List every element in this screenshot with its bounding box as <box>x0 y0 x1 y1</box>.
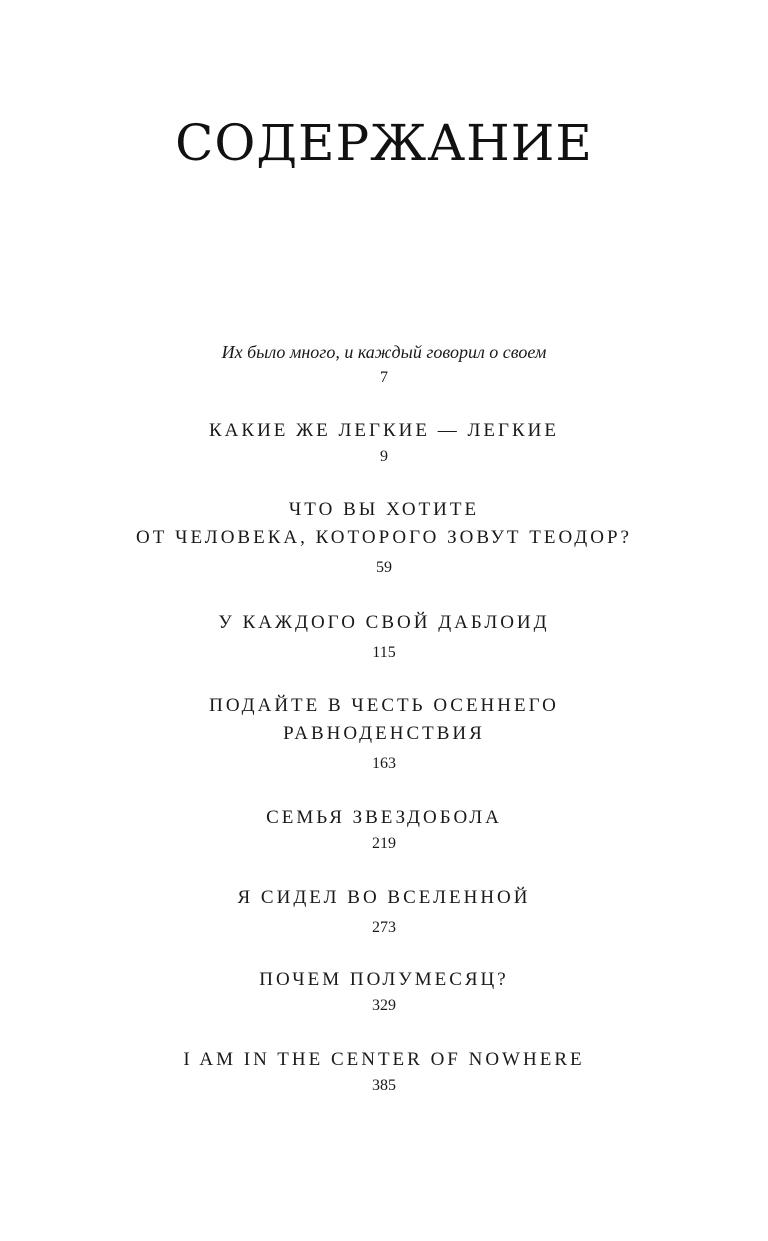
toc-entry[interactable] <box>0 496 768 578</box>
toc-entry-title: У КАЖДОГО СВОЙ ДАБЛОИД <box>218 612 550 633</box>
toc-entry-title: ПОДАЙТЕ В ЧЕСТЬ ОСЕННЕГО РАВНОДЕНСТВИЯ <box>209 695 559 744</box>
toc-entry-title: Я СИДЕЛ ВО ВСЕЛЕННОЙ <box>237 887 531 908</box>
page-title: СОДЕРЖАНИЕ <box>175 114 593 172</box>
toc-entry-page: 385 <box>372 1077 396 1094</box>
toc-entry-page: 273 <box>372 919 396 936</box>
toc-entry[interactable] <box>0 609 768 663</box>
toc-entry-page: 7 <box>380 369 388 386</box>
toc-entry-page: 163 <box>372 755 396 772</box>
toc-entry-title: I AM IN THE CENTER OF NOWHERE <box>183 1049 585 1070</box>
toc-entry-title: КАКИЕ ЖЕ ЛЕГКИЕ — ЛЕГКИЕ <box>209 420 559 441</box>
toc-entry-title: ЧТО ВЫ ХОТИТЕ ОТ ЧЕЛОВЕКА, КОТОРОГО ЗОВУТ ТЕОДОР? <box>136 499 632 548</box>
toc-entry[interactable] <box>0 966 768 1016</box>
toc-entry-page: 219 <box>372 835 396 852</box>
toc-entry-page: 9 <box>380 448 388 465</box>
toc-entry-page: 115 <box>372 644 396 661</box>
toc-entry[interactable] <box>0 1046 768 1096</box>
toc-entry-page: 329 <box>372 997 396 1014</box>
toc-entry[interactable] <box>0 417 768 467</box>
toc-entry[interactable] <box>0 804 768 854</box>
toc-entry-page: 59 <box>376 559 392 576</box>
toc-entry-title: Их было много, и каждый говорил о своем <box>221 342 547 362</box>
toc-entry-title: СЕМЬЯ ЗВЕЗДОБОЛА <box>266 807 502 828</box>
toc-entry-title: ПОЧЕМ ПОЛУМЕСЯЦ? <box>259 969 509 990</box>
toc-entry[interactable] <box>0 884 768 938</box>
toc-entry-epigraph[interactable] <box>0 338 768 388</box>
toc-entry[interactable] <box>0 692 768 774</box>
